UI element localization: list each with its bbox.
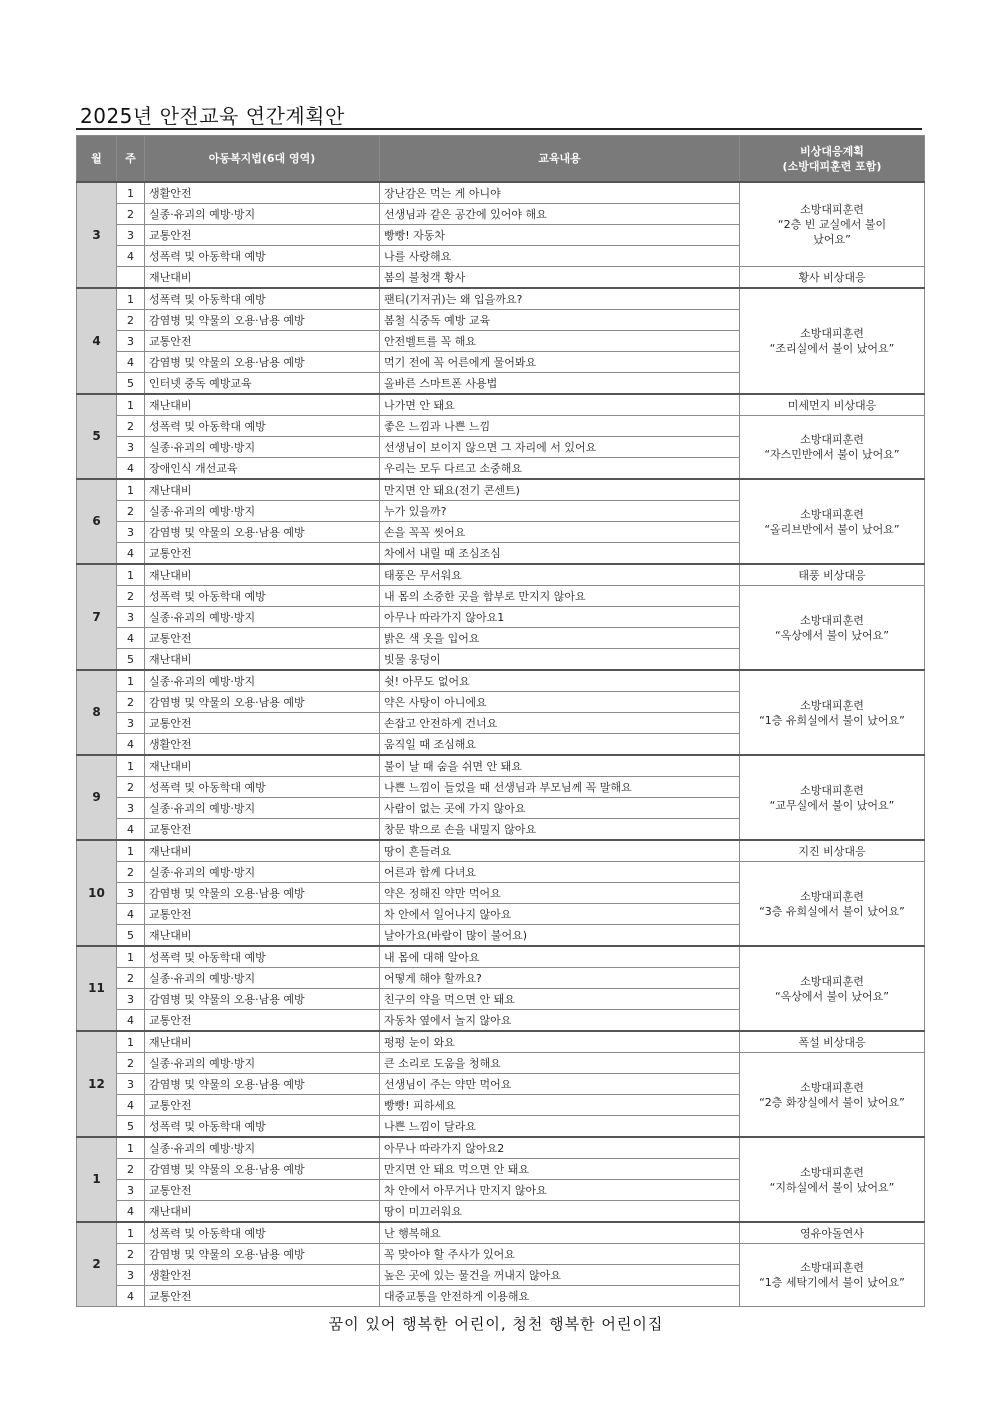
week-cell: 4 <box>117 734 145 756</box>
table-row <box>77 394 925 416</box>
content-cell: 만지면 안 돼요(전기 콘센트) <box>380 479 740 501</box>
content-cell: 밝은 색 옷을 입어요 <box>380 628 740 649</box>
week-cell: 1 <box>117 670 145 692</box>
area-cell: 재난대비 <box>145 1031 380 1053</box>
week-cell: 1 <box>117 1137 145 1159</box>
table-row <box>77 479 925 501</box>
week-cell: 3 <box>117 225 145 246</box>
content-cell: 누가 있을까? <box>380 501 740 522</box>
content-cell: 올바른 스마트폰 사용법 <box>380 373 740 395</box>
emergency-plan-cell: 소방대피훈련 “2층 빈 교실에서 불이 났어요” <box>740 182 925 267</box>
area-cell: 교통안전 <box>145 904 380 925</box>
week-cell: 4 <box>117 352 145 373</box>
month-cell: 6 <box>77 479 117 564</box>
content-cell: 봄철 식중독 예방 교육 <box>380 310 740 331</box>
content-cell: 선생님과 같은 공간에 있어야 해요 <box>380 204 740 225</box>
table-row <box>77 288 925 310</box>
week-cell: 4 <box>117 1201 145 1223</box>
week-cell: 5 <box>117 1116 145 1138</box>
area-cell: 재난대비 <box>145 564 380 586</box>
week-cell: 3 <box>117 883 145 904</box>
week-cell: 1 <box>117 288 145 310</box>
area-cell: 성폭력 및 아동학대 예방 <box>145 288 380 310</box>
emergency-plan-cell: 소방대피훈련 “자스민반에서 불이 났어요” <box>740 416 925 480</box>
area-cell: 재난대비 <box>145 755 380 777</box>
week-cell: 5 <box>117 925 145 947</box>
area-cell: 감염병 및 약물의 오용·남용 예방 <box>145 352 380 373</box>
week-cell: 3 <box>117 1265 145 1286</box>
content-cell: 펑펑 눈이 와요 <box>380 1031 740 1053</box>
content-cell: 손잡고 안전하게 건너요 <box>380 713 740 734</box>
week-cell: 1 <box>117 1222 145 1244</box>
area-cell: 실종·유괴의 예방·방지 <box>145 204 380 225</box>
content-cell: 만지면 안 돼요 먹으면 안 돼요 <box>380 1159 740 1180</box>
week-cell: 3 <box>117 607 145 628</box>
content-cell: 선생님이 보이지 않으면 그 자리에 서 있어요 <box>380 437 740 458</box>
week-cell: 3 <box>117 1074 145 1095</box>
month-cell: 1 <box>77 1137 117 1222</box>
week-cell: 1 <box>117 946 145 968</box>
table-row <box>77 1244 925 1265</box>
week-cell: 4 <box>117 1286 145 1307</box>
page-title: 2025년 안전교육 연간계획안 <box>80 104 345 128</box>
emergency-plan-cell: 지진 비상대응 <box>740 840 925 862</box>
area-cell: 감염병 및 약물의 오용·남용 예방 <box>145 522 380 543</box>
table-row <box>77 1031 925 1053</box>
content-cell: 불이 날 때 숨을 쉬면 안 돼요 <box>380 755 740 777</box>
area-cell: 재난대비 <box>145 394 380 416</box>
content-cell: 차 안에서 아무거나 만지지 않아요 <box>380 1180 740 1201</box>
area-cell: 성폭력 및 아동학대 예방 <box>145 1116 380 1138</box>
table-row <box>77 586 925 607</box>
week-cell: 5 <box>117 649 145 671</box>
content-cell: 큰 소리로 도움을 청해요 <box>380 1053 740 1074</box>
table-row <box>77 267 925 289</box>
emergency-plan-cell: 소방대피훈련 “옥상에서 불이 났어요” <box>740 946 925 1031</box>
month-cell: 7 <box>77 564 117 670</box>
area-cell: 성폭력 및 아동학대 예방 <box>145 416 380 437</box>
title-underline <box>76 128 922 130</box>
emergency-plan-cell: 황사 비상대응 <box>740 267 925 289</box>
content-cell: 팬티(기저귀)는 왜 입을까요? <box>380 288 740 310</box>
table-row <box>77 564 925 586</box>
emergency-plan-cell: 태풍 비상대응 <box>740 564 925 586</box>
area-cell: 교통안전 <box>145 331 380 352</box>
content-cell: 태풍은 무서워요 <box>380 564 740 586</box>
area-cell: 성폭력 및 아동학대 예방 <box>145 586 380 607</box>
content-cell: 어떻게 해야 할까요? <box>380 968 740 989</box>
content-cell: 높은 곳에 있는 물건을 꺼내지 않아요 <box>380 1265 740 1286</box>
content-cell: 차에서 내릴 때 조심조심 <box>380 543 740 565</box>
content-cell: 빵빵! 피하세요 <box>380 1095 740 1116</box>
area-cell: 교통안전 <box>145 225 380 246</box>
content-cell: 좋은 느낌과 나쁜 느낌 <box>380 416 740 437</box>
month-cell: 9 <box>77 755 117 840</box>
emergency-plan-cell: 소방대피훈련 “1층 유희실에서 불이 났어요” <box>740 670 925 755</box>
content-cell: 먹기 전에 꼭 어른에게 물어봐요 <box>380 352 740 373</box>
week-cell: 2 <box>117 968 145 989</box>
emergency-plan-cell: 소방대피훈련 “올리브반에서 불이 났어요” <box>740 479 925 564</box>
table-row <box>77 1137 925 1159</box>
area-cell: 실종·유괴의 예방·방지 <box>145 1053 380 1074</box>
week-cell: 3 <box>117 798 145 819</box>
week-cell: 1 <box>117 479 145 501</box>
footer-slogan: 꿈이 있어 행복한 어린이, 청천 행복한 어린이집 <box>328 1315 664 1333</box>
area-cell: 교통안전 <box>145 628 380 649</box>
area-cell: 성폭력 및 아동학대 예방 <box>145 946 380 968</box>
area-cell: 실종·유괴의 예방·방지 <box>145 501 380 522</box>
week-cell <box>117 267 145 289</box>
area-cell: 감염병 및 약물의 오용·남용 예방 <box>145 989 380 1010</box>
emergency-plan-cell: 소방대피훈련 “조리실에서 불이 났어요” <box>740 288 925 394</box>
content-cell: 사람이 없는 곳에 가지 않아요 <box>380 798 740 819</box>
content-cell: 움직일 때 조심해요 <box>380 734 740 756</box>
week-cell: 5 <box>117 373 145 395</box>
content-cell: 꼭 맞아야 할 주사가 있어요 <box>380 1244 740 1265</box>
area-cell: 재난대비 <box>145 1201 380 1223</box>
area-cell: 실종·유괴의 예방·방지 <box>145 862 380 883</box>
week-cell: 4 <box>117 1095 145 1116</box>
area-cell: 실종·유괴의 예방·방지 <box>145 1137 380 1159</box>
area-cell: 실종·유괴의 예방·방지 <box>145 607 380 628</box>
week-cell: 2 <box>117 862 145 883</box>
area-cell: 교통안전 <box>145 1286 380 1307</box>
area-cell: 감염병 및 약물의 오용·남용 예방 <box>145 883 380 904</box>
week-cell: 4 <box>117 819 145 841</box>
month-cell: 4 <box>77 288 117 394</box>
week-cell: 2 <box>117 416 145 437</box>
content-cell: 내 몸에 대해 알아요 <box>380 946 740 968</box>
area-cell: 장애인식 개선교육 <box>145 458 380 480</box>
content-cell: 어른과 함께 다녀요 <box>380 862 740 883</box>
area-cell: 실종·유괴의 예방·방지 <box>145 670 380 692</box>
week-cell: 4 <box>117 246 145 267</box>
emergency-plan-cell: 영유아돌연사 <box>740 1222 925 1244</box>
content-cell: 아무나 따라가지 않아요1 <box>380 607 740 628</box>
table-row <box>77 946 925 968</box>
week-cell: 2 <box>117 501 145 522</box>
table-row <box>77 862 925 883</box>
week-cell: 2 <box>117 1244 145 1265</box>
content-cell: 땅이 흔들려요 <box>380 840 740 862</box>
table-row <box>77 1222 925 1244</box>
table-row <box>77 416 925 437</box>
content-cell: 창문 밖으로 손을 내밀지 않아요 <box>380 819 740 841</box>
week-cell: 1 <box>117 1031 145 1053</box>
area-cell: 교통안전 <box>145 1095 380 1116</box>
week-cell: 1 <box>117 394 145 416</box>
week-cell: 3 <box>117 331 145 352</box>
content-cell: 난 행복해요 <box>380 1222 740 1244</box>
area-cell: 감염병 및 약물의 오용·남용 예방 <box>145 1159 380 1180</box>
content-cell: 선생님이 주는 약만 먹어요 <box>380 1074 740 1095</box>
table-body <box>77 182 925 1307</box>
emergency-plan-cell: 소방대피훈련 “교무실에서 불이 났어요” <box>740 755 925 840</box>
content-cell: 차 안에서 일어나지 않아요 <box>380 904 740 925</box>
area-cell: 실종·유괴의 예방·방지 <box>145 437 380 458</box>
month-cell: 5 <box>77 394 117 479</box>
week-cell: 2 <box>117 777 145 798</box>
area-cell: 성폭력 및 아동학대 예방 <box>145 246 380 267</box>
content-cell: 나쁜 느낌이 들었을 때 선생님과 부모님께 꼭 말해요 <box>380 777 740 798</box>
table-row <box>77 1053 925 1074</box>
area-cell: 교통안전 <box>145 819 380 841</box>
header-month: 월 <box>77 136 117 183</box>
table-row <box>77 670 925 692</box>
content-cell: 빗물 웅덩이 <box>380 649 740 671</box>
week-cell: 1 <box>117 840 145 862</box>
week-cell: 2 <box>117 692 145 713</box>
emergency-plan-cell: 소방대피훈련 “옥상에서 불이 났어요” <box>740 586 925 671</box>
month-cell: 3 <box>77 182 117 288</box>
table-header-row <box>77 136 925 183</box>
content-cell: 나쁜 느낌이 달라요 <box>380 1116 740 1138</box>
area-cell: 감염병 및 약물의 오용·남용 예방 <box>145 692 380 713</box>
month-cell: 10 <box>77 840 117 946</box>
emergency-plan-cell: 미세먼지 비상대응 <box>740 394 925 416</box>
area-cell: 교통안전 <box>145 543 380 565</box>
emergency-plan-cell: 소방대피훈련 “3층 유희실에서 불이 났어요” <box>740 862 925 947</box>
content-cell: 날아가요(바람이 많이 불어요) <box>380 925 740 947</box>
area-cell: 재난대비 <box>145 840 380 862</box>
area-cell: 인터넷 중독 예방교육 <box>145 373 380 395</box>
emergency-plan-cell: 소방대피훈련 “2층 화장실에서 불이 났어요” <box>740 1053 925 1138</box>
content-cell: 나가면 안 돼요 <box>380 394 740 416</box>
header-content: 교육내용 <box>380 136 740 183</box>
annual-plan-table <box>76 135 925 1307</box>
area-cell: 감염병 및 약물의 오용·남용 예방 <box>145 1074 380 1095</box>
table-row <box>77 840 925 862</box>
week-cell: 3 <box>117 437 145 458</box>
content-cell: 친구의 약을 먹으면 안 돼요 <box>380 989 740 1010</box>
area-cell: 생활안전 <box>145 1265 380 1286</box>
emergency-plan-cell: 폭설 비상대응 <box>740 1031 925 1053</box>
area-cell: 재난대비 <box>145 267 380 289</box>
week-cell: 4 <box>117 628 145 649</box>
week-cell: 2 <box>117 1053 145 1074</box>
week-cell: 4 <box>117 904 145 925</box>
content-cell: 땅이 미끄러워요 <box>380 1201 740 1223</box>
content-cell: 장난감은 먹는 게 아니야 <box>380 182 740 204</box>
content-cell: 나를 사랑해요 <box>380 246 740 267</box>
area-cell: 성폭력 및 아동학대 예방 <box>145 1222 380 1244</box>
month-cell: 2 <box>77 1222 117 1307</box>
week-cell: 4 <box>117 1010 145 1032</box>
month-cell: 8 <box>77 670 117 755</box>
content-cell: 우리는 모두 다르고 소중해요 <box>380 458 740 480</box>
week-cell: 2 <box>117 204 145 225</box>
content-cell: 약은 사탕이 아니에요 <box>380 692 740 713</box>
week-cell: 3 <box>117 989 145 1010</box>
month-cell: 12 <box>77 1031 117 1137</box>
emergency-plan-cell: 소방대피훈련 “1층 세탁기에서 불이 났어요” <box>740 1244 925 1307</box>
week-cell: 1 <box>117 182 145 204</box>
area-cell: 재난대비 <box>145 925 380 947</box>
header-area: 아동복지법(6대 영역) <box>145 136 380 183</box>
content-cell: 손을 꼭꼭 씻어요 <box>380 522 740 543</box>
table-row <box>77 755 925 777</box>
week-cell: 2 <box>117 1159 145 1180</box>
area-cell: 교통안전 <box>145 1010 380 1032</box>
content-cell: 약은 정해진 약만 먹어요 <box>380 883 740 904</box>
content-cell: 빵빵! 자동차 <box>380 225 740 246</box>
content-cell: 내 몸의 소중한 곳을 함부로 만지지 않아요 <box>380 586 740 607</box>
emergency-plan-cell: 소방대피훈련 “지하실에서 불이 났어요” <box>740 1137 925 1222</box>
area-cell: 성폭력 및 아동학대 예방 <box>145 777 380 798</box>
week-cell: 1 <box>117 755 145 777</box>
week-cell: 4 <box>117 543 145 565</box>
week-cell: 3 <box>117 713 145 734</box>
week-cell: 3 <box>117 1180 145 1201</box>
area-cell: 감염병 및 약물의 오용·남용 예방 <box>145 310 380 331</box>
content-cell: 봄의 불청객 황사 <box>380 267 740 289</box>
month-cell: 11 <box>77 946 117 1031</box>
content-cell: 안전벨트를 꼭 해요 <box>380 331 740 352</box>
week-cell: 4 <box>117 458 145 480</box>
area-cell: 교통안전 <box>145 713 380 734</box>
area-cell: 생활안전 <box>145 182 380 204</box>
table-row <box>77 182 925 204</box>
week-cell: 2 <box>117 310 145 331</box>
area-cell: 교통안전 <box>145 1180 380 1201</box>
week-cell: 1 <box>117 564 145 586</box>
week-cell: 3 <box>117 522 145 543</box>
area-cell: 생활안전 <box>145 734 380 756</box>
header-week: 주 <box>117 136 145 183</box>
content-cell: 아무나 따라가지 않아요2 <box>380 1137 740 1159</box>
content-cell: 쉿! 아무도 없어요 <box>380 670 740 692</box>
area-cell: 실종·유괴의 예방·방지 <box>145 968 380 989</box>
content-cell: 대중교통을 안전하게 이용해요 <box>380 1286 740 1307</box>
area-cell: 재난대비 <box>145 649 380 671</box>
area-cell: 감염병 및 약물의 오용·남용 예방 <box>145 1244 380 1265</box>
area-cell: 실종·유괴의 예방·방지 <box>145 798 380 819</box>
header-emergency: 비상대응계획 (소방대피훈련 포함) <box>740 136 925 183</box>
area-cell: 재난대비 <box>145 479 380 501</box>
content-cell: 자동차 옆에서 놀지 않아요 <box>380 1010 740 1032</box>
week-cell: 2 <box>117 586 145 607</box>
